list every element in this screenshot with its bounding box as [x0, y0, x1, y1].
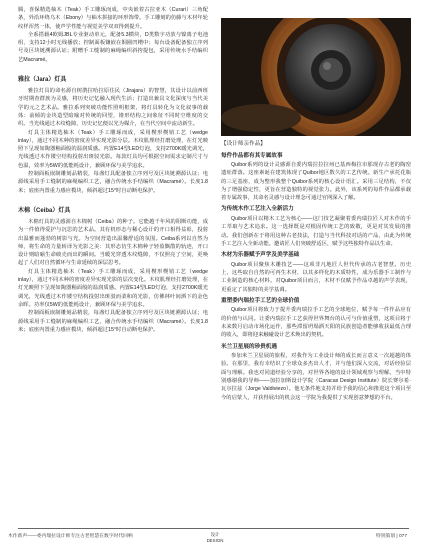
section-label — [200, 532, 230, 544]
paragraph: 腾，喜保精选柚木（Teak）手工雕琢而成，中央嵌着古拉亚木（Curari）三角配条，外沿环绕乌木（Ebony）与柚木拼接的环形饰带。手工雕刻的仿藤与木材年轮纹样浑然一体，使声学性能与视觉美学双双得到提升。 — [18, 7, 208, 30]
section-heading: 雅拉（Jara）灯具 — [18, 77, 67, 84]
paragraph: Quibor系列的设计灵感源自委内瑞拉拉拉州已基西梅拉市那现存古老的陶窑遗址群落。这座素诞在建筑体现了Quibor地区数久的工艺传统。新生产承托花瓶的三足基座，成为整形我整个Quibor系列的核心设计语汇。采用三足结构，不仅为了增强稳定性，更旨在营造独特的视觉张力。此外，该系列的每件作品都承载着专属故事，其命名灵感与设计理念可通过官网深入了解。 — [221, 162, 411, 202]
section-heading: 重塑委内瑞拉手工艺的全球价值 — [221, 297, 300, 304]
running-title: 木作新声——委内瑞拉设计师专注古老智慧在数字时代回响 — [8, 534, 133, 539]
page-number: 特别策划 | 077 — [375, 534, 407, 539]
right-column — [221, 18, 411, 402]
paragraph: 控制面板嵌制雕刻品精装，每盏灯具配备独立序列号及区块链溯源认证；电源线采用手工缝制的麻绳编织工艺，融合传统水手结编织（Macramé）。长度1.8米；底座内置重力感应模块，倾斜超过15°时自动断电保护。 — [18, 310, 208, 333]
photo-caption: 【设计师亲作品】 — [221, 141, 266, 147]
paragraph: 灯具主体精选柚木（Teak）手工雕琢而成，采用楔形楔销工艺（wedge inlay），通过不同木种的密度差异实现光影分层。木纹肌理经打磨处理，在灯光映照下呈现如陶器釉面般的温润质感。内置E14型LED灯泡，支持2700K暖光调光，光线透过木作镂空结构投射出斑驳光影。每款灯具均可根据空间需求定制尺寸与色温，效率为5W的低能耗设计，兼顾环保与美学追求。 — [18, 129, 208, 169]
paragraph: 控制面板嵌制雕刻品精装，每盏灯具配备独立序列号及区块链溯源认证；电源线采用手工缝制的麻绳编织工艺，融合传统水手结编织（Macramé）。长度1.8米；底座内置重力感应模块，倾斜超过15°时自动断电保护。 — [18, 171, 208, 194]
paragraph: 雅拉灯具的命名源自树鹊拉哈拉原住民（Jirajara）的智慧，其设计以前西班牙时期查群族为灵感，将历史记忆融入现代生活；打造出兼具文化深度与当代美学的元之艺术品。雅拉系列突破功能性照明框架，将灯具转化为文化叙事的载体：前倾的金块造型暗喻对传统的回望，锥形结构之间象征不同时空维度的交织。当光线通过木纹缝隙，历史记忆便以光为媒介，在当代空间中流动新生。 — [18, 88, 208, 128]
section-label-en: DESIGN — [206, 538, 224, 543]
paragraph: Quibor项目聚焦木雕技艺——这项非凡地匠人世代传承的古老智慧。历史上，这些取自自然的可再生木材，以其多样化的木质特性，成为乐器手工制作与工业制造的核心材料。对Quibor项目而言，木材不仅赋予作品卓越的声学表现，更重定了其独特的美学基调。 — [221, 261, 411, 293]
paragraph: Quibor项目以精木工艺为核心——这门技艺凝聚着委内瑞拉匠人对木作的手工萃取与艺术追求。这一选择既是对根固传统工艺的致敬，更是对其发展的推动。我们创新在于将用这种古老技法，打造与当代科技对话的产品，由此为传统手工艺注入全新动能。邀请匠人们突破舒适区，赋予这些独特作品以生命。 — [221, 215, 411, 247]
paragraph: Quibor项目将致力于提升委内瑞拉手工艺的全球地位，赋予每一件作品应有的价值与认同。让委内瑞拉手工艺获得世界舞台的认可与价值重塑，这项目将于未来数月启动市场化运作，那些滞留坍塌洒天阳的民族创造者能够收获最低合理的收入，即将迎来触碰设计艺术焕出的契机。 — [221, 307, 411, 339]
speaker-illustration — [221, 18, 411, 136]
section-label-cn: 设计 — [210, 532, 220, 537]
page-footer — [0, 524, 427, 550]
footer-rule — [18, 528, 409, 529]
section-heading: 木材为乐器赋予声学及美学基础 — [221, 252, 300, 259]
paragraph: 木棉灯具的灵感源自木棉树（Ceiba）的种子。它能越千年风的阻断功能，成为一件值得爱护与沉思的艺术品。其有机形态与稀心设计的开口相得益彰，投射出温雅而蓬勃的树影与光。为空间营造出温馨舒适的氛围。Ceiba系列以自然为师，将生命的力量转译为光影之美：其形态仿生木棉种子轻盈飘散的轨迹，开口设计则暗喻生命破壳而出的瞬间。当暖光穿透木纹缝隙，不仅照亮了空间，更唤起了人们对自然循环与生命延续的深层思考。 — [18, 218, 208, 267]
left-column — [18, 6, 208, 334]
section-heading: 每件作品都有其专属故事 — [221, 152, 283, 159]
section-heading: 木棉（Ceiba）灯具 — [18, 207, 71, 214]
paragraph: 全系搭载4欧姆JBL专业驱动单元，配备5.3横块，D类数字功放与镍离子电池组，支持12小时无线播放；控制面板镶嵌在铜圈凹槽中；每台设备配备独立序列号及区块链溯源认证；附赠手工缝制的麻绳编织斜挎提包，采用传统水手结编织艺Macramé。 — [18, 31, 208, 63]
speaker-photo — [221, 18, 411, 136]
section-heading: 为传统木作工艺注入全新活力 — [221, 206, 294, 213]
paragraph: 灯具主体精选柚木（Teak）手工雕琢而成，采用楔形楔销工艺（wedge inlay），通过不同木种的密度差异实现光影的层次变化。木纹肌理经打磨处理，在灯光映照下呈现如陶器釉面般的温润质感。内置E14型LED灯泡，支持2700K暖光调光，光线透过木作镂空结构投射出斑驳而柔和的光影，仿佛林叶间洒下的金色余晖。功率仅5W的低能耗设计，兼顾环保与美学追求。 — [18, 268, 208, 308]
paragraph: 参加米兰卫星展的旅程，对我作为工业设计师的成长而言意义一次超越的体验。在那里，我有幸结识了全球众多杰出人才，并与他们深入交流，对话经验层面与理解。我也对同道经验分享的，对世界各地的设计领域观察与理解。当中特别感谢我的导师——加拉加斯设计学院（Caracas Design Institute）院长赛尔希·瓦尔拉兹（Jorge Valdiviezo）。他无条件地支持并给予我的信心和推进这个项目至今的启蒙人，并获得展出的机会这一学院为我提供了实现创意梦想的平台。 — [221, 353, 411, 401]
section-heading: 米兰卫星展的珍贵机遇 — [221, 343, 277, 350]
